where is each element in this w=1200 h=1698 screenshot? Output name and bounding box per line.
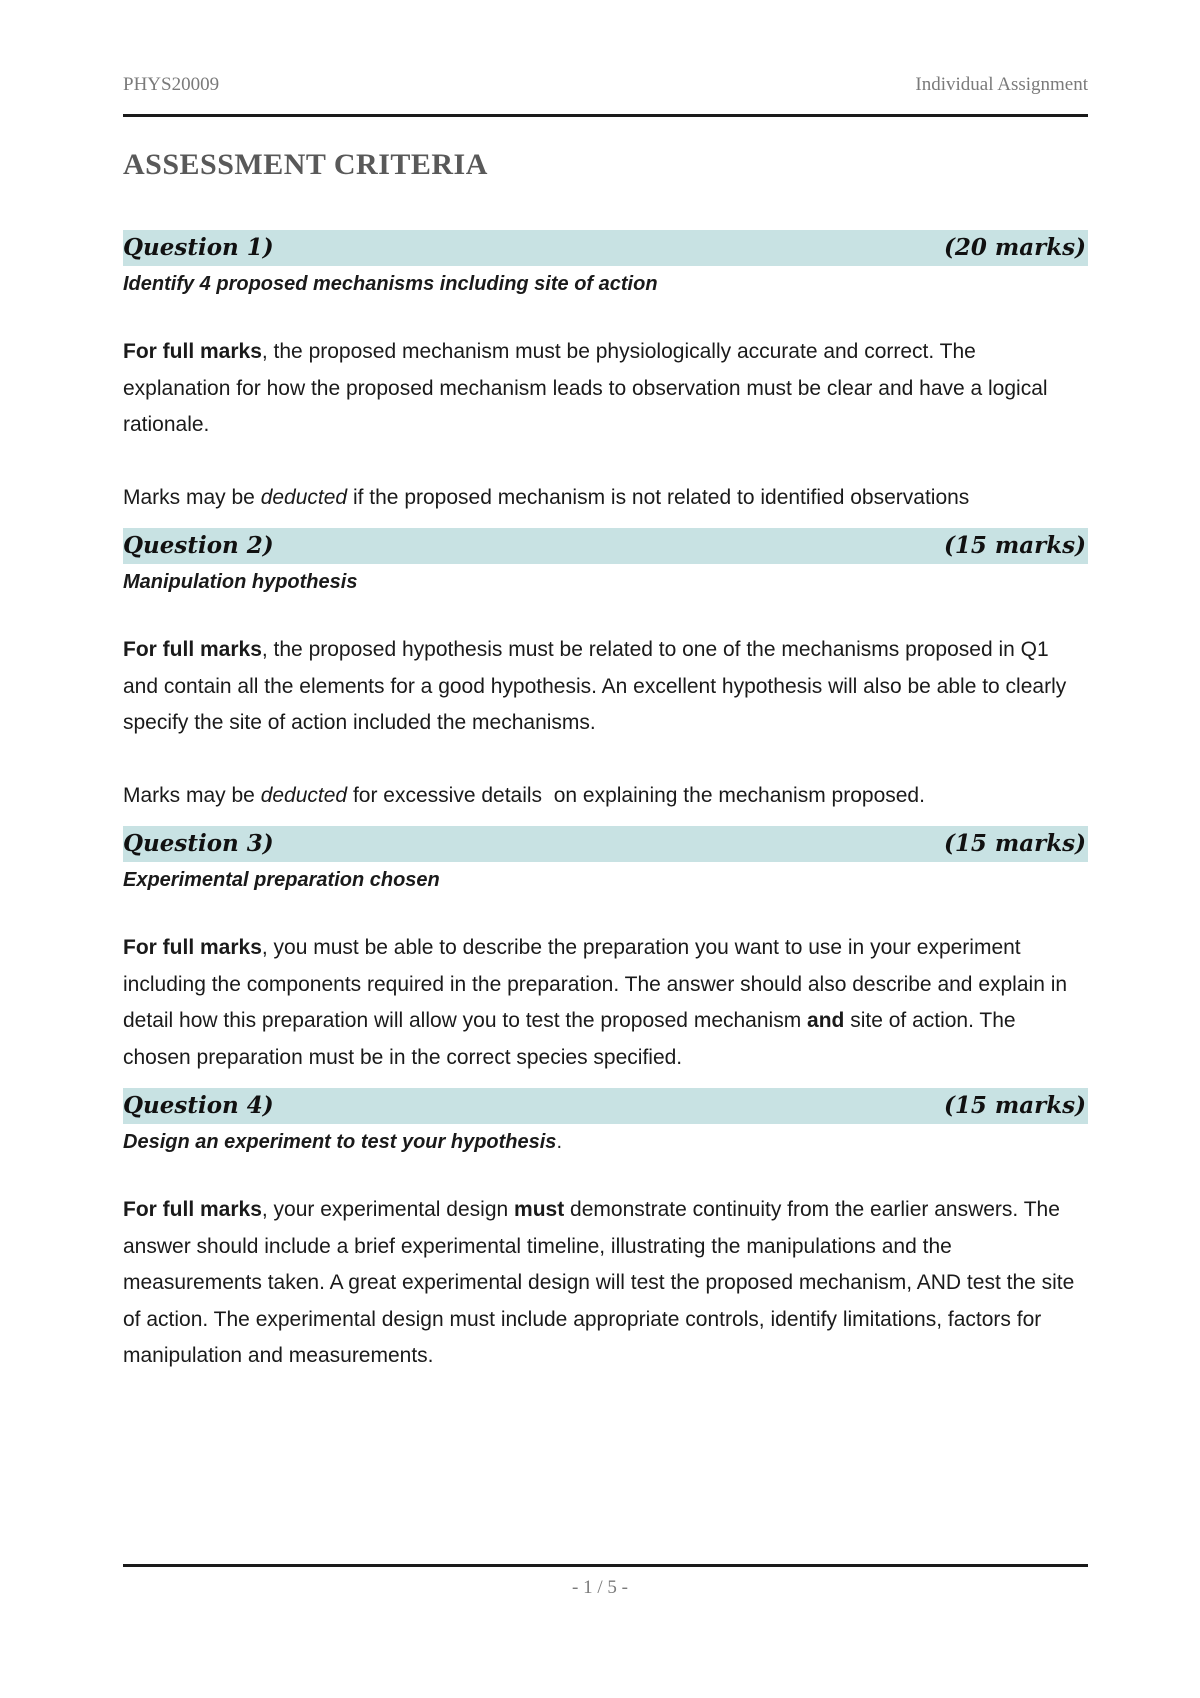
page-title: ASSESSMENT CRITERIA bbox=[123, 148, 488, 181]
question-2-label: Question 2) bbox=[123, 532, 274, 559]
full-marks-lead: For full marks bbox=[123, 638, 262, 661]
question-2-subtitle: Manipulation hypothesis bbox=[123, 571, 358, 593]
deducted-word: deducted bbox=[260, 783, 348, 807]
footer-divider bbox=[123, 1564, 1088, 1567]
question-3-header bbox=[123, 826, 1088, 862]
question-3-marks: (15 marks) bbox=[943, 830, 1086, 857]
question-1-subtitle: Identify 4 proposed mechanisms including site of action bbox=[123, 273, 658, 295]
question-4-label: Question 4) bbox=[123, 1092, 274, 1119]
question-4-subtitle: Design an experiment to test your hypothesis. bbox=[123, 1131, 562, 1153]
question-1-header bbox=[123, 230, 1088, 266]
question-4-marks: (15 marks) bbox=[943, 1092, 1086, 1119]
question-2-section bbox=[123, 528, 1088, 826]
question-1-marks: (20 marks) bbox=[943, 234, 1086, 261]
question-1-deduction: Marks may be deducted if the proposed mechanism is not related to identified observations bbox=[123, 485, 970, 509]
full-marks-lead: For full marks bbox=[123, 936, 262, 959]
full-marks-lead: For full marks bbox=[123, 1198, 262, 1221]
question-3-subtitle: Experimental preparation chosen bbox=[123, 869, 440, 891]
full-marks-lead: For full marks bbox=[123, 340, 262, 363]
question-4-section bbox=[123, 1088, 1088, 1375]
question-2-marks: (15 marks) bbox=[943, 532, 1086, 559]
question-1-label: Question 1) bbox=[123, 234, 274, 261]
question-3-full-marks: For full marks, you must be able to describe the preparation you want to use in your experiment including the components required in the preparation. The answer should also describe and explain in detail how this preparation will allow you to test the proposed mechanism and site of action. The chosen preparation must be in the correct species specified. bbox=[123, 936, 1068, 1069]
question-4-header bbox=[123, 1088, 1088, 1124]
criteria-content bbox=[123, 230, 1088, 1375]
emphasis-and: and bbox=[807, 1009, 845, 1032]
question-2-header bbox=[123, 528, 1088, 564]
question-1-section bbox=[123, 230, 1088, 528]
page-header bbox=[123, 74, 1088, 98]
page-number: - 1 / 5 - bbox=[572, 1577, 628, 1598]
course-code: PHYS20009 bbox=[123, 74, 220, 95]
question-3-section bbox=[123, 826, 1088, 1088]
header-divider bbox=[123, 114, 1088, 117]
emphasis-must: must bbox=[514, 1198, 565, 1221]
question-2-deduction: Marks may be deducted for excessive details on explaining the mechanism proposed. bbox=[123, 783, 925, 807]
question-3-label: Question 3) bbox=[123, 830, 274, 857]
question-1-full-marks: For full marks, the proposed mechanism must be physiologically accurate and correct. The explanation for how the proposed mechanism leads to observation must be clear and have a logical rationale. bbox=[123, 340, 1048, 436]
question-4-full-marks: For full marks, your experimental design must demonstrate continuity from the earlier answers. The answer should include a brief experimental timeline, illustrating the manipulations and the measurements taken. A great experimental design will test the proposed mechanism, AND test the site of action. The experimental design must include appropriate controls, identify limitations, factors for manipulation and measurements. bbox=[123, 1198, 1075, 1367]
question-2-full-marks: For full marks, the proposed hypothesis must be related to one of the mechanisms proposed in Q1 and contain all the elements for a good hypothesis. An excellent hypothesis will also be able to clearly specify the site of action included the mechanisms. bbox=[123, 638, 1067, 734]
document-type: Individual Assignment bbox=[915, 74, 1088, 95]
deducted-word: deducted bbox=[260, 485, 348, 509]
